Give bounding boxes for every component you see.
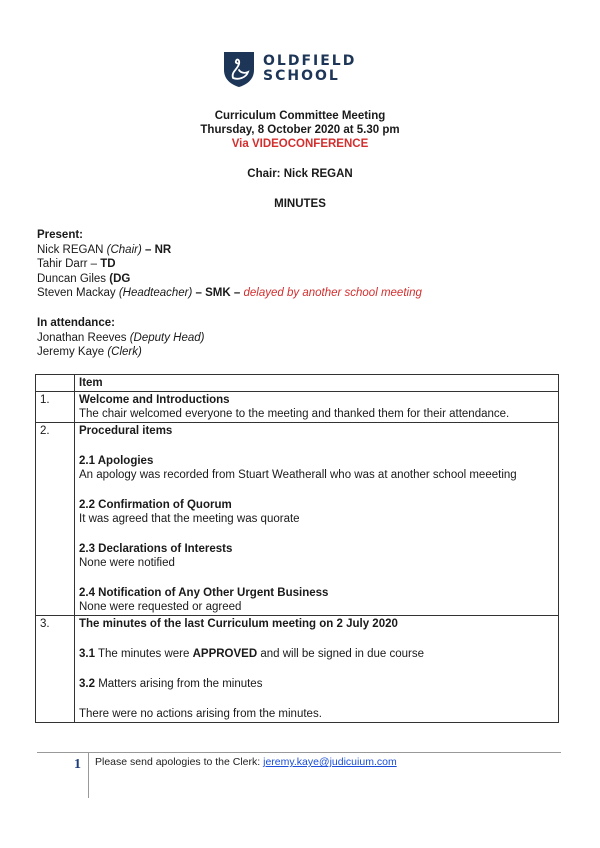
minutes-approval: 3.1 The minutes were APPROVED and will be signed in due course (79, 648, 425, 660)
footer-note: Please send apologies to the Clerk: jeremy.kaye@judicuium.com (95, 756, 397, 768)
item-title: Procedural items (79, 425, 173, 437)
table-row: 1. Welcome and Introductions The chair welcomed everyone to the meeting and thanked them for their attendance. (36, 392, 559, 423)
present-member-4: Steven Mackay (Headteacher) – SMK – delayed by another school meeting (37, 287, 422, 299)
no-actions-text: There were no actions arising from the minutes. (79, 708, 322, 720)
present-member-2: Tahir Darr – TD (37, 258, 116, 270)
footer-divider (37, 752, 561, 753)
footer-vertical-divider (88, 753, 89, 798)
logo-wordmark (263, 54, 356, 84)
meeting-chair: Chair: Nick REGAN (247, 168, 353, 180)
school-logo (222, 50, 356, 88)
attendee-1: Jonathan Reeves (Deputy Head) (37, 331, 205, 344)
meeting-title: Curriculum Committee Meeting (214, 110, 386, 122)
document-type: MINUTES (274, 198, 326, 210)
subitem-title: 2.3 Declarations of Interests (79, 543, 233, 555)
present-member-1: Nick REGAN (Chair) – NR (37, 243, 172, 256)
item-text: The chair welcomed everyone to the meeting and thanked them for their attendance. (79, 408, 510, 420)
subitem-text: An apology was recorded from Stuart Weatherall who was at another school meeeting (79, 469, 517, 481)
logo-line-2: SCHOOL (263, 68, 340, 84)
subitem-text: It was agreed that the meeting was quorate (79, 513, 300, 525)
subitem-title: 2.2 Confirmation of Quorum (79, 499, 232, 511)
attendance-section (37, 316, 205, 360)
swan-shield-icon (222, 50, 256, 88)
item-title: Welcome and Introductions (79, 394, 230, 406)
attendee-2: Jeremy Kaye (Clerk) (37, 346, 142, 358)
table-row: 3. The minutes of the last Curriculum meeting on 2 July 2020 3.1 The minutes were APPROVED and will be signed in due course 3.2 Matters arising from the minutes There were no actions arising from the minutes. (36, 616, 559, 723)
table-header-item: Item (75, 375, 559, 392)
meeting-datetime: Thursday, 8 October 2020 at 5.30 pm (200, 124, 400, 136)
present-member-3: Duncan Giles (DG (37, 272, 131, 285)
subitem-title: 2.4 Notification of Any Other Urgent Business (79, 587, 329, 599)
table-row: 2. Procedural items 2.1 Apologies An apology was recorded from Stuart Weatherall who was at another school meeeting 2.2 Confirmation of Quorum It was agreed that the meeting was quorate 2.3 Declarations of Interests None were notified 2.4 Notification of Any Other Urgent Business None were requested or agreed (36, 423, 559, 616)
subitem-text: None were requested or agreed (79, 601, 242, 613)
logo-line-1: OLDFIELD (263, 53, 357, 69)
item-title: The minutes of the last Curriculum meeting on 2 July 2020 (79, 618, 398, 630)
present-heading: Present: (37, 229, 84, 241)
matters-arising: 3.2 Matters arising from the minutes (79, 678, 263, 690)
page-number: 1 (74, 757, 81, 772)
present-section (37, 228, 422, 301)
table-header-row (36, 375, 559, 392)
attendance-heading: In attendance: (37, 317, 115, 329)
subitem-title: 2.1 Apologies (79, 455, 154, 467)
clerk-email-link[interactable]: jeremy.kaye@judicuium.com (263, 756, 397, 768)
subitem-text: None were notified (79, 557, 175, 569)
meeting-venue: Via VIDEOCONFERENCE (231, 138, 369, 150)
minutes-table (35, 374, 559, 723)
